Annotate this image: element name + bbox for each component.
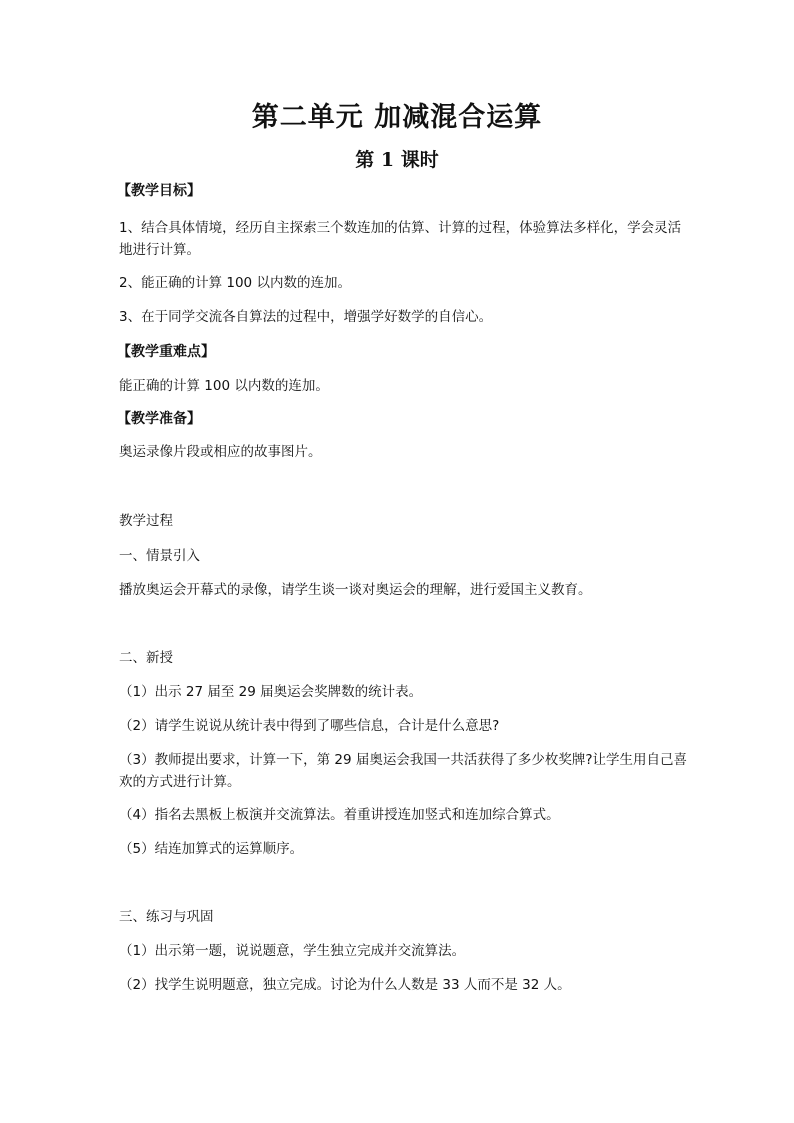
objective-item: 1、结合具体情境，经历自主探索三个数连加的估算、计算的过程，体验算法多样化，学会灵活地进行计算。 bbox=[119, 220, 682, 258]
process-label: 教学过程 bbox=[119, 513, 173, 529]
new-lesson-heading: 二、新授 bbox=[119, 650, 173, 666]
intro-text: 播放奥运会开幕式的录像，请学生谈一谈对奥运会的理解，进行爱国主义教育。 bbox=[119, 582, 592, 598]
preparation-heading: 【教学准备】 bbox=[117, 411, 201, 427]
page-title: 第二单元 加减混合运算 bbox=[251, 102, 543, 133]
key-points-text: 能正确的计算 100 以内数的连加。 bbox=[119, 378, 329, 394]
intro-heading: 一、情景引入 bbox=[119, 548, 200, 564]
new-lesson-item: （5）结连加算式的运算顺序。 bbox=[119, 841, 304, 857]
new-lesson-item: （1）出示 27 届至 29 届奥运会奖牌数的统计表。 bbox=[119, 684, 423, 700]
objective-item: 2、能正确的计算 100 以内数的连加。 bbox=[119, 275, 351, 291]
key-points-heading: 【教学重难点】 bbox=[117, 344, 215, 360]
objective-item: 3、在于同学交流各自算法的过程中，增强学好数学的自信心。 bbox=[119, 309, 493, 325]
preparation-text: 奥运录像片段或相应的故事图片。 bbox=[119, 444, 322, 460]
practice-heading: 三、练习与巩固 bbox=[119, 909, 214, 925]
practice-item: （2）找学生说明题意，独立完成。讨论为什么人数是 33 人而不是 32 人。 bbox=[119, 977, 571, 993]
objectives-heading: 【教学目标】 bbox=[117, 183, 201, 199]
practice-item: （1）出示第一题，说说题意，学生独立完成并交流算法。 bbox=[119, 943, 466, 959]
new-lesson-item: （3）教师提出要求，计算一下，第 29 届奥运会我国一共活获得了多少枚奖牌?让学生用自己喜欢的方式进行计算。 bbox=[119, 752, 688, 790]
new-lesson-item: （4）指名去黑板上板演并交流算法。着重讲授连加竖式和连加综合算式。 bbox=[119, 807, 560, 823]
new-lesson-item: （2）请学生说说从统计表中得到了哪些信息，合计是什么意思? bbox=[119, 718, 500, 734]
lesson-subtitle: 第 1 课时 bbox=[355, 149, 439, 171]
